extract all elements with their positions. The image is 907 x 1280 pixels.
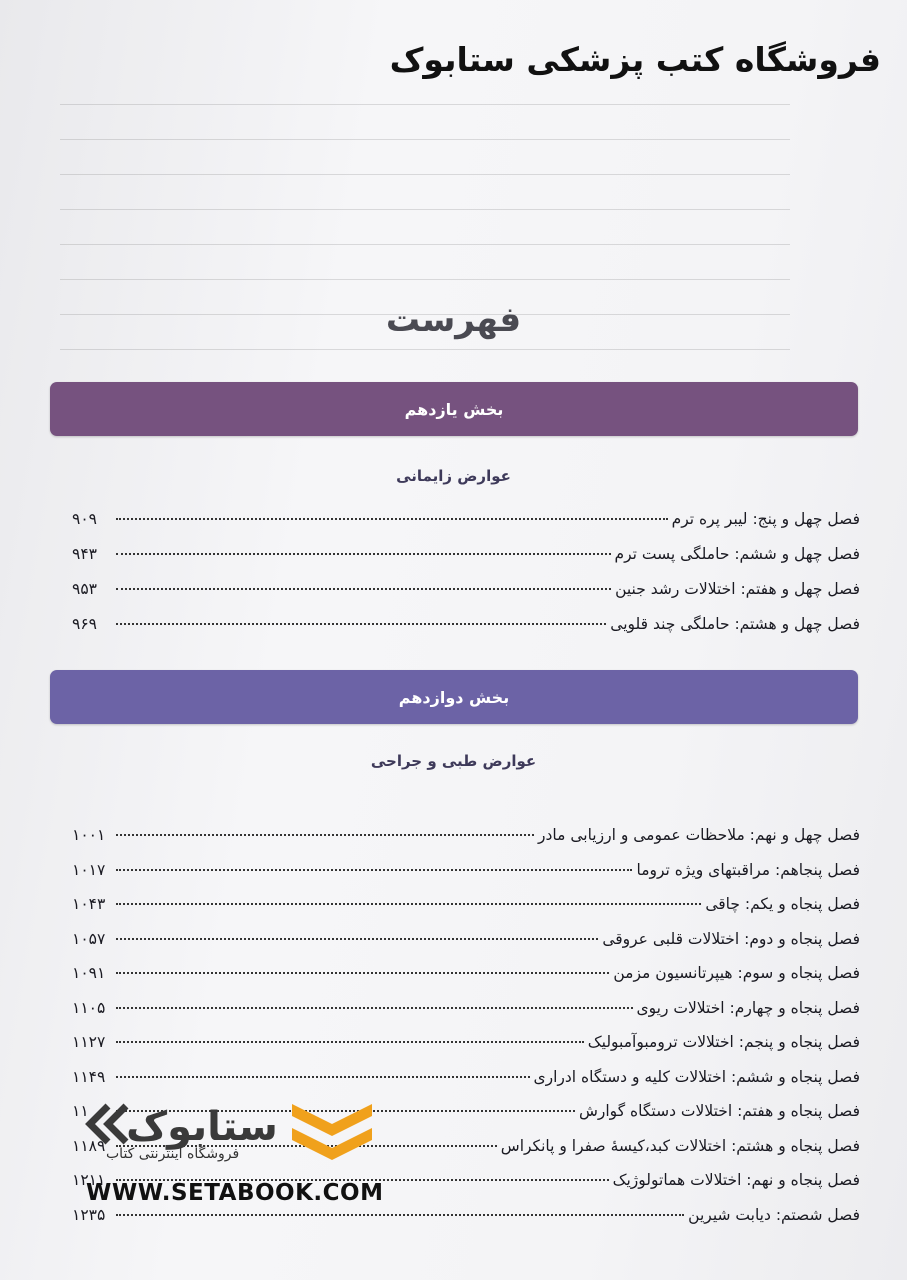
toc-entry[interactable] — [72, 964, 860, 999]
dot-leader — [116, 517, 668, 520]
toc-entry-title: فصل چهل و ششم: حاملگی پست ترم — [614, 545, 860, 563]
toc-entry-page: ۱۱۰۵ — [72, 998, 106, 1017]
toc-entry-page: ۱۱۴۹ — [72, 1067, 106, 1086]
toc-entry[interactable] — [72, 895, 860, 930]
dot-leader — [116, 587, 611, 590]
toc-entry-title: فصل پنجاهم: مراقبتهای ویژه تروما — [636, 860, 860, 879]
part-twelve-banner — [50, 670, 858, 724]
toc-entry[interactable] — [72, 580, 860, 615]
toc-entry-title: فصل پنجاه و نهم: اختلالات هماتولوژیک — [612, 1171, 860, 1189]
dot-leader — [116, 902, 701, 905]
toc-entry-title: فصل پنجاه و چهارم: اختلالات ریوی — [636, 998, 860, 1017]
part-twelve-subtitle: عوارض طبی و جراحی — [370, 752, 537, 770]
toc-entry-page: ۱۲۳۵ — [72, 1205, 106, 1224]
dot-leader — [116, 1006, 633, 1009]
toc-entry-page: ۹۵۳ — [72, 580, 97, 598]
page-title: فهرست — [385, 300, 522, 340]
store-name: فروشگاه کتب پزشکی ستابوک — [389, 40, 881, 79]
dot-leader — [116, 971, 609, 974]
toc-entry[interactable] — [72, 1206, 860, 1241]
toc-entry-title: فصل پنجاه و یکم: چاقی — [705, 895, 860, 913]
toc-entry-page: ۱۰۴۳ — [72, 895, 106, 913]
part-eleven-banner — [50, 382, 858, 436]
dot-leader — [116, 622, 606, 625]
dot-leader — [116, 1040, 584, 1043]
toc-entry-page: ۱۰۵۷ — [72, 929, 106, 948]
toc-entry-title: فصل پنجاه و ششم: اختلالات کلیه و دستگاه ادراری — [533, 1067, 860, 1086]
setabook-logo — [82, 1094, 392, 1184]
toc-entry-page: ۱۲۱۱ — [72, 1171, 106, 1189]
watermark-url[interactable]: WWW.SETABOOK.COM — [86, 1180, 384, 1206]
book-stack-icon — [292, 1104, 372, 1160]
watermark-tagline: فروشگاه اینترنتی کتاب — [106, 1146, 240, 1162]
svg-text:ستابوک: ستابوک — [126, 1104, 278, 1150]
part-eleven-subtitle: عوارض زایمانی — [396, 467, 511, 485]
dot-leader — [116, 868, 632, 871]
toc-entry[interactable] — [72, 861, 860, 896]
toc-entry[interactable] — [72, 615, 860, 650]
toc-entry-page: ۱۱ — [72, 1102, 89, 1120]
toc-entry-title: فصل چهل و هشتم: حاملگی چند قلویی — [610, 615, 860, 633]
toc-entry[interactable] — [72, 930, 860, 965]
dot-leader — [116, 937, 598, 940]
toc-entry-title: فصل چهل و پنج: لیبر پره ترم — [671, 510, 860, 528]
toc-entry-page: ۱۰۰۱ — [72, 826, 106, 844]
toc-entry-title: فصل پنجاه و پنجم: اختلالات ترومبوآمبولیک — [587, 1033, 860, 1051]
toc-entry-page: ۹۴۳ — [72, 545, 97, 563]
dot-leader — [116, 1075, 530, 1078]
dot-leader — [116, 833, 534, 836]
toc-entry[interactable] — [72, 510, 860, 545]
chevron-arrows-icon — [90, 1106, 126, 1142]
toc-entry-page: ۱۰۱۷ — [72, 860, 106, 879]
toc-entry-title: فصل پنجاه و هفتم: اختلالات دستگاه گوارش — [578, 1102, 860, 1120]
toc-entry-title: فصل پنجاه و هشتم: اختلالات کبد،کیسهٔ صفرا و پانکراس — [500, 1136, 860, 1155]
toc-entry-page: ۱۱۸۹ — [72, 1136, 106, 1155]
toc-entry-title: فصل چهل و نهم: ملاحظات عمومی و ارزیابی مادر — [538, 826, 860, 844]
toc-entry-page: ۹۰۹ — [72, 510, 97, 528]
toc-entry[interactable] — [72, 826, 860, 861]
toc-entry-title: فصل پنجاه و سوم: هیپرتانسیون مزمن — [613, 964, 860, 982]
toc-entry[interactable] — [72, 545, 860, 580]
dot-leader — [116, 1213, 684, 1216]
toc-entry[interactable] — [72, 999, 860, 1034]
toc-entry-title: فصل شصتم: دیابت شیرین — [688, 1205, 860, 1224]
toc-entry-page: ۱۰۹۱ — [72, 964, 106, 982]
part-eleven-toc — [72, 510, 860, 650]
part-eleven-label: بخش یازدهم — [404, 399, 504, 419]
toc-entry-page: ۹۶۹ — [72, 615, 97, 633]
dot-leader — [116, 552, 611, 555]
toc-entry-title: فصل پنجاه و دوم: اختلالات قلبی عروقی — [602, 929, 860, 948]
toc-entry-title: فصل چهل و هفتم: اختلالات رشد جنین — [615, 580, 860, 598]
toc-entry-page: ۱۱۲۷ — [72, 1033, 106, 1051]
part-twelve-label: بخش دوازدهم — [398, 687, 510, 707]
toc-entry[interactable] — [72, 1033, 860, 1068]
